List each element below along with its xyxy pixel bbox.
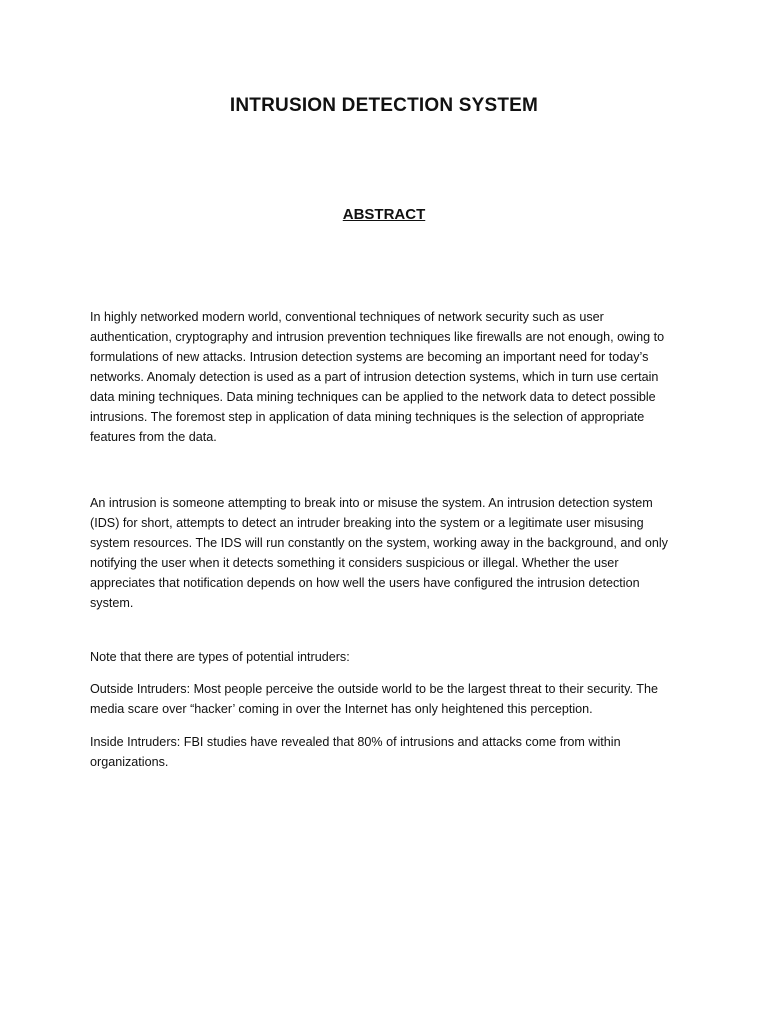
- paragraph-5: Inside Intruders: FBI studies have revealed that 80% of intrusions and attacks come from within organizations.: [90, 735, 621, 769]
- paragraph-1: In highly networked modern world, conventional techniques of network security such as user authentication, cryptography and intrusion prevention techniques like firewalls are not enough, owing to formulations of new attacks. Intrusion detection systems are becoming an important need for today’s networks. Anomaly detection is used as a part of intrusion detection systems, which in turn use certain data mining techniques. Data mining techniques can be applied to the network data to detect possible intrusions. The foremost step in application of data mining techniques is the selection of appropriate features from the data.: [90, 310, 665, 444]
- paragraph-3: Note that there are types of potential intruders:: [90, 650, 350, 664]
- paragraph-2: An intrusion is someone attempting to break into or misuse the system. An intrusion detection system (IDS) for short, attempts to detect an intruder breaking into the system or a legitimate user misusing system resources. The IDS will run constantly on the system, working away in the background, and only notifying the user when it detects something it considers suspicious or illegal. Whether the user appreciates that notification depends on how well the users have configured the intrusion detection system.: [90, 496, 668, 610]
- paragraph-1-container: [90, 307, 682, 447]
- paragraph-2-container: [90, 493, 682, 613]
- paragraph-4-container: [90, 679, 682, 719]
- abstract-heading: ABSTRACT: [342, 206, 426, 223]
- paragraph-5-container: [90, 732, 682, 772]
- paragraph-4: Outside Intruders: Most people perceive the outside world to be the largest threat to their security. The media scare over “hacker’ coming in over the Internet has only heightened this perception.: [90, 682, 658, 716]
- paragraph-3-container: [90, 647, 682, 667]
- document-title: INTRUSION DETECTION SYSTEM: [229, 95, 539, 116]
